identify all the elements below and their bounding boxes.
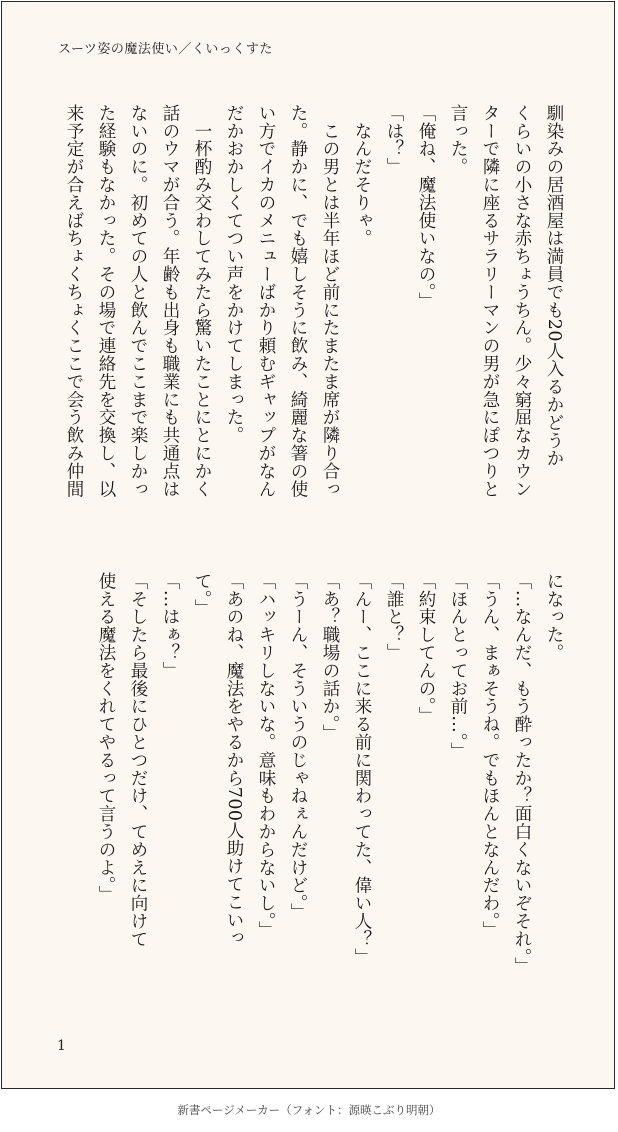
text-line: 「あのね、魔法をやるから700人助けてこいっ: [224, 572, 244, 947]
text-block-upper: [48, 104, 570, 524]
text-line: なんだそりゃ。: [352, 104, 372, 248]
text-line: 「ハッキリしないな。意味もわからないし。」: [256, 572, 276, 940]
text-line: 来予定が合えばちょくちょくここで会う飲み仲間: [64, 104, 84, 498]
text-line: 馴染みの居酒屋は満員でも20人入るかどうか: [544, 104, 564, 468]
text-line: 一杯酌み交わしてみたら驚いたことにとにかく: [192, 104, 212, 498]
text-line: 「んー、ここに来る前に関わってた、偉い人？」: [352, 572, 372, 966]
text-line: 「あ？職場の話か。」: [320, 572, 340, 743]
text-line: 「誰と？」: [384, 572, 404, 662]
text-line: ターで隣に座るサラリーマンの男が急にぽつりと: [480, 104, 500, 498]
page-number: 1: [57, 1038, 66, 1054]
text-line: 「約束してんの。」: [416, 572, 436, 725]
text-line: 使える魔法をくれてやるって言うのよ。」: [96, 572, 116, 904]
text-line: この男とは半年ほど前にたまたま席が隣り合っ: [320, 104, 340, 498]
text-line: 「…はぁ？」: [160, 572, 180, 680]
text-line: 「は？」: [384, 104, 404, 176]
text-line: だかおかしくてつい声をかけてしまった。: [224, 104, 244, 445]
book-page: [1, 1, 615, 1089]
text-line: 「うーん、そういうのじゃねぇんだけど。」: [288, 572, 308, 922]
text-line: て。」: [192, 572, 212, 617]
text-line: くらいの小さな赤ちょうちん。少々窮屈なカウン: [512, 104, 532, 498]
text-line: 「ほんとってお前…。」: [448, 572, 468, 761]
text-line: 「…なんだ、もう酔ったか？面白くないぞそれ。」: [512, 572, 532, 975]
text-line: い方でイカのメニューばかり頼むギャップがなん: [256, 104, 276, 498]
text-line: ないのに。初めての人と飲んでここまで楽しかっ: [128, 104, 148, 498]
text-line: 「そしたら最後にひとつだけ、てめえに向けて: [128, 572, 148, 948]
running-title: スーツ姿の魔法使い／くいっくすた: [58, 42, 273, 57]
text-block-lower: [48, 572, 570, 992]
text-line: 「俺ね、魔法使いなの。」: [416, 104, 436, 311]
text-line: 言った。: [448, 104, 468, 176]
text-line: 「うん、まぁそうね。でもほんとなんだわ。」: [480, 572, 500, 940]
text-line: た経験もなかった。その場で連絡先を交換し、以: [96, 104, 116, 498]
text-line: になった。: [544, 572, 564, 662]
footer-credit: 新書ページメーカー（フォント：源暎こぶり明朝）: [177, 1103, 441, 1117]
text-line: 話のウマが合う。年齢も出身も職業にも共通点は: [160, 104, 180, 498]
text-line: た。静かに、でも嬉しそうに飲み、綺麗な箸の使: [288, 104, 308, 498]
